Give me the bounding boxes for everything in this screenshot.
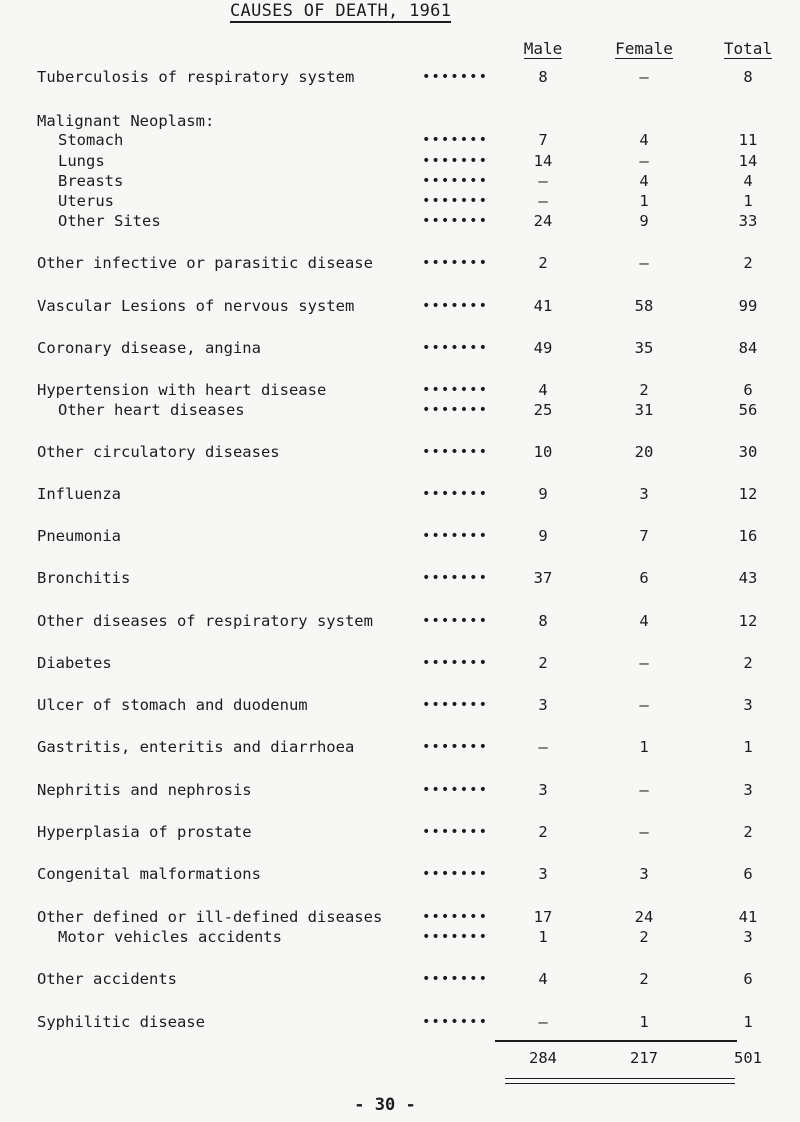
row-label: Motor vehicles accidents [58, 928, 282, 946]
row-label: Other infective or parasitic disease [37, 254, 373, 272]
row-label: Syphilitic disease [37, 1013, 205, 1031]
leader-dots: ••••••• [422, 824, 489, 840]
female-value: 2 [639, 970, 649, 988]
table-row [0, 737, 800, 757]
table-row [0, 296, 800, 316]
total-value: 14 [738, 152, 758, 170]
female-value: 24 [634, 908, 654, 926]
leader-dots: ••••••• [422, 444, 489, 460]
leader-dots: ••••••• [422, 486, 489, 502]
row-label: Nephritis and nephrosis [37, 781, 252, 799]
female-value: 35 [634, 339, 654, 357]
male-value: 9 [538, 485, 548, 503]
total-value: 1 [743, 738, 753, 756]
column-header-female: Female [615, 39, 673, 58]
male-value: – [538, 1013, 548, 1031]
leader-dots: ••••••• [422, 697, 489, 713]
row-label: Other heart diseases [58, 401, 245, 419]
female-value: – [639, 781, 649, 799]
total-value: 56 [738, 401, 758, 419]
leader-dots: ••••••• [422, 971, 489, 987]
table-row [0, 484, 800, 504]
row-label: Vascular Lesions of nervous system [37, 297, 355, 315]
male-value: 2 [538, 654, 548, 672]
male-value: 8 [538, 612, 548, 630]
leader-dots: ••••••• [422, 782, 489, 798]
row-label: Other defined or ill-defined diseases [37, 908, 383, 926]
row-label: Hyperplasia of prostate [37, 823, 252, 841]
female-value: 2 [639, 928, 649, 946]
row-label: Influenza [37, 485, 121, 503]
total-value: 84 [738, 339, 758, 357]
total-value: 3 [743, 696, 753, 714]
female-value: – [639, 254, 649, 272]
total-rule-double-2 [505, 1083, 735, 1084]
row-label: Gastritis, enteritis and diarrhoea [37, 738, 355, 756]
totals-row [0, 1048, 800, 1068]
table-row [0, 695, 800, 715]
total-value: 4 [743, 172, 753, 190]
row-label: Bronchitis [37, 569, 131, 587]
total-value: 1 [743, 1013, 753, 1031]
total-value: 1 [743, 192, 753, 210]
male-value: 8 [538, 68, 548, 86]
column-header-male: Male [523, 39, 563, 58]
table-row [0, 907, 800, 927]
leader-dots: ••••••• [422, 866, 489, 882]
table-row [0, 568, 800, 588]
female-value: – [639, 654, 649, 672]
male-value: – [538, 738, 548, 756]
male-value: 3 [538, 696, 548, 714]
table-row [0, 338, 800, 358]
female-value: 4 [639, 612, 649, 630]
table-row [0, 526, 800, 546]
male-value: 14 [533, 152, 553, 170]
row-label: Ulcer of stomach and duodenum [37, 696, 308, 714]
female-value: 7 [639, 527, 649, 545]
table-row [0, 1012, 800, 1032]
total-value: 99 [738, 297, 758, 315]
leader-dots: ••••••• [422, 255, 489, 271]
male-value: 3 [538, 865, 548, 883]
male-value: 37 [533, 569, 553, 587]
row-label: Other circulatory diseases [37, 443, 280, 461]
row-label: Coronary disease, angina [37, 339, 261, 357]
table-row [0, 253, 800, 273]
female-value: 2 [639, 381, 649, 399]
male-value: 7 [538, 131, 548, 149]
table-row [0, 400, 800, 420]
leader-dots: ••••••• [422, 739, 489, 755]
row-label: Tuberculosis of respiratory system [37, 68, 355, 86]
total-value: 3 [743, 928, 753, 946]
total-value: 12 [738, 485, 758, 503]
leader-dots: ••••••• [422, 402, 489, 418]
female-value: 20 [634, 443, 654, 461]
table-row [0, 380, 800, 400]
total-rule-double-1 [505, 1078, 735, 1079]
total-value: 41 [738, 908, 758, 926]
total-value: 12 [738, 612, 758, 630]
table-row [0, 211, 800, 231]
row-label: Stomach [58, 131, 124, 149]
total-value: 8 [743, 68, 753, 86]
male-value: – [538, 172, 548, 190]
page-title: CAUSES OF DEATH, 1961 [230, 1, 452, 21]
female-value: 3 [639, 865, 649, 883]
total-value: 2 [743, 654, 753, 672]
male-value: 4 [538, 381, 548, 399]
leader-dots: ••••••• [422, 382, 489, 398]
table-row [0, 927, 800, 947]
total-value: 43 [738, 569, 758, 587]
row-label: Malignant Neoplasm: [37, 112, 215, 130]
total-value: 6 [743, 970, 753, 988]
female-value: – [639, 823, 649, 841]
row-label: Other Sites [58, 212, 161, 230]
male-total: 284 [529, 1049, 557, 1067]
total-rule-top [495, 1040, 737, 1042]
row-label: Uterus [58, 192, 114, 210]
table-row [0, 151, 800, 171]
row-label: Lungs [58, 152, 105, 170]
total-value: 30 [738, 443, 758, 461]
female-value: 3 [639, 485, 649, 503]
total-value: 3 [743, 781, 753, 799]
leader-dots: ••••••• [422, 528, 489, 544]
grand-total: 501 [734, 1049, 762, 1067]
total-value: 16 [738, 527, 758, 545]
table-row [0, 611, 800, 631]
leader-dots: ••••••• [422, 213, 489, 229]
leader-dots: ••••••• [422, 929, 489, 945]
table-row [0, 191, 800, 211]
total-value: 33 [738, 212, 758, 230]
female-value: – [639, 68, 649, 86]
male-value: 4 [538, 970, 548, 988]
row-label: Breasts [58, 172, 124, 190]
leader-dots: ••••••• [422, 613, 489, 629]
leader-dots: ••••••• [422, 69, 489, 85]
total-value: 6 [743, 865, 753, 883]
male-value: – [538, 192, 548, 210]
leader-dots: ••••••• [422, 298, 489, 314]
female-value: 6 [639, 569, 649, 587]
male-value: 1 [538, 928, 548, 946]
leader-dots: ••••••• [422, 1014, 489, 1030]
female-value: 4 [639, 131, 649, 149]
table-row [0, 969, 800, 989]
total-value: 6 [743, 381, 753, 399]
total-value: 2 [743, 823, 753, 841]
table-row [0, 442, 800, 462]
leader-dots: ••••••• [422, 132, 489, 148]
leader-dots: ••••••• [422, 570, 489, 586]
leader-dots: ••••••• [422, 153, 489, 169]
male-value: 17 [533, 908, 553, 926]
table-row [0, 653, 800, 673]
female-value: – [639, 696, 649, 714]
row-label: Other diseases of respiratory system [37, 612, 373, 630]
female-value: 4 [639, 172, 649, 190]
leader-dots: ••••••• [422, 340, 489, 356]
leader-dots: ••••••• [422, 173, 489, 189]
leader-dots: ••••••• [422, 193, 489, 209]
male-value: 9 [538, 527, 548, 545]
male-value: 24 [533, 212, 553, 230]
leader-dots: ••••••• [422, 909, 489, 925]
male-value: 25 [533, 401, 553, 419]
column-header-total: Total [723, 39, 773, 58]
table-row [0, 171, 800, 191]
table-row [0, 67, 800, 87]
table-row [0, 864, 800, 884]
row-label: Diabetes [37, 654, 112, 672]
total-value: 11 [738, 131, 758, 149]
female-value: – [639, 152, 649, 170]
male-value: 49 [533, 339, 553, 357]
section-heading [0, 111, 800, 131]
male-value: 2 [538, 823, 548, 841]
male-value: 2 [538, 254, 548, 272]
female-value: 31 [634, 401, 654, 419]
male-value: 10 [533, 443, 553, 461]
row-label: Congenital malformations [37, 865, 261, 883]
female-value: 1 [639, 1013, 649, 1031]
male-value: 41 [533, 297, 553, 315]
male-value: 3 [538, 781, 548, 799]
table-row [0, 780, 800, 800]
female-total: 217 [630, 1049, 658, 1067]
female-value: 9 [639, 212, 649, 230]
female-value: 58 [634, 297, 654, 315]
leader-dots: ••••••• [422, 655, 489, 671]
table-row [0, 130, 800, 150]
row-label: Other accidents [37, 970, 177, 988]
total-value: 2 [743, 254, 753, 272]
row-label: Pneumonia [37, 527, 121, 545]
row-label: Hypertension with heart disease [37, 381, 327, 399]
female-value: 1 [639, 738, 649, 756]
page-number: - 30 - [354, 1095, 416, 1115]
female-value: 1 [639, 192, 649, 210]
table-row [0, 822, 800, 842]
